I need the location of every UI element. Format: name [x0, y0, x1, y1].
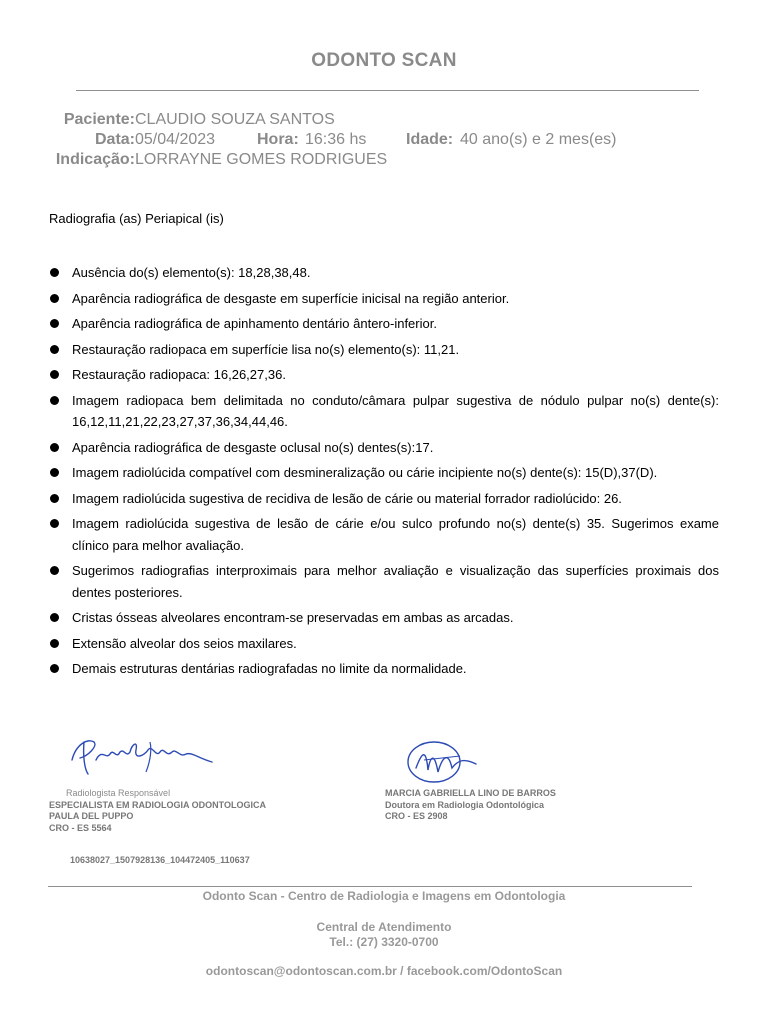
- signer-cro: CRO - ES 2908: [385, 811, 448, 821]
- bullet-icon: [50, 664, 59, 673]
- signer-name: MARCIA GABRIELLA LINO DE BARROS: [385, 788, 556, 798]
- exam-title: Radiografia (as) Periapical (is): [49, 211, 224, 226]
- bullet-icon: [50, 443, 59, 452]
- footer-center-name: Odonto Scan - Centro de Radiologia e Imagens em Odontologia: [202, 889, 566, 903]
- signer-cro: CRO - ES 5564: [49, 822, 112, 833]
- indication-value: LORRAYNE GOMES RODRIGUES: [135, 151, 388, 168]
- bullet-icon: [50, 319, 59, 328]
- finding-item: Demais estruturas dentárias radiografadas no limite da normalidade.: [49, 658, 719, 680]
- bullet-icon: [50, 494, 59, 503]
- bullet-icon: [50, 294, 59, 303]
- finding-item: Sugerimos radiografias interproximais para melhor avaliação e visualização das superfícies proximais dos dentes posteriores.: [49, 560, 719, 603]
- finding-item: Aparência radiográfica de desgaste em superfície inicisal na região anterior.: [49, 288, 719, 310]
- patient-name-label: Paciente:: [63, 111, 135, 128]
- bullet-icon: [50, 268, 59, 277]
- bullet-icon: [50, 370, 59, 379]
- finding-item: Restauração radiopaca em superfície lisa no(s) elemento(s): 11,21.: [49, 339, 719, 361]
- patient-age: 40 ano(s) e 2 mes(es): [460, 131, 617, 148]
- finding-item: Imagem radiolúcida sugestiva de lesão de cárie e/ou sulco profundo no(s) dente(s) 35. Sugerimos exame clínico para melhor avaliação.: [49, 513, 719, 556]
- finding-item: Imagem radiopaca bem delimitada no conduto/câmara pulpar sugestiva de nódulo pulpar no(s) dente(s): 16,12,11,21,22,23,27,37,36,34,44,46.: [49, 390, 719, 433]
- footer-divider: [48, 886, 692, 887]
- exam-time: 16:36 hs: [305, 131, 367, 148]
- signature-block-left: [49, 788, 266, 834]
- bullet-icon: [50, 566, 59, 575]
- bullet-icon: [50, 396, 59, 405]
- date-label: Data:: [94, 131, 135, 148]
- bullet-icon: [50, 613, 59, 622]
- signer-name: PAULA DEL PUPPO: [49, 811, 134, 821]
- footer-phone: Tel.: (27) 3320-0700: [329, 935, 439, 949]
- finding-item: Extensão alveolar dos seios maxilares.: [49, 633, 719, 655]
- page-title: ODONTO SCAN: [311, 50, 457, 71]
- finding-item: Restauração radiopaca: 16,26,27,36.: [49, 364, 719, 386]
- finding-item: Aparência radiográfica de apinhamento dentário ântero-inferior.: [49, 313, 719, 335]
- bullet-icon: [50, 639, 59, 648]
- finding-item: Imagem radiolúcida sugestiva de recidiva de lesão de cárie ou material forrador radiolúcido: 26.: [49, 488, 719, 510]
- bullet-icon: [50, 519, 59, 528]
- patient-name: CLAUDIO SOUZA SANTOS: [135, 111, 335, 128]
- header-divider: [76, 90, 699, 91]
- footer-service-label: Central de Atendimento: [316, 920, 452, 934]
- finding-item: Aparência radiográfica de desgaste oclusal no(s) dentes(s):17.: [49, 437, 719, 459]
- signer-title: Doutora em Radiologia Odontológica: [385, 799, 545, 810]
- signer-specialty: ESPECIALISTA EM RADIOLOGIA ODONTOLOGICA: [49, 799, 267, 810]
- signature-right: [404, 738, 486, 786]
- time-label: Hora:: [257, 131, 299, 148]
- footer-contacts: odontoscan@odontoscan.com.br / facebook.com/OdontoScan: [205, 964, 563, 978]
- signature-left: [66, 734, 220, 780]
- finding-item: Ausência do(s) elemento(s): 18,28,38,48.: [49, 262, 719, 284]
- age-label: Idade:: [406, 131, 454, 148]
- document-code: 10638027_1507928136_104472405_110637: [70, 855, 250, 865]
- findings-list: [49, 262, 719, 684]
- signature-block-right: [385, 788, 556, 823]
- finding-item: Cristas ósseas alveolares encontram-se preservadas em ambas as arcadas.: [49, 607, 719, 629]
- exam-date: 05/04/2023: [135, 131, 216, 148]
- indication-label: Indicação:: [55, 151, 135, 168]
- signer-role: Radiologista Responsável: [66, 788, 171, 798]
- finding-item: Imagem radiolúcida compatível com desmineralização ou cárie incipiente no(s) dente(s): 15(D),37(D).: [49, 462, 719, 484]
- bullet-icon: [50, 345, 59, 354]
- bullet-icon: [50, 468, 59, 477]
